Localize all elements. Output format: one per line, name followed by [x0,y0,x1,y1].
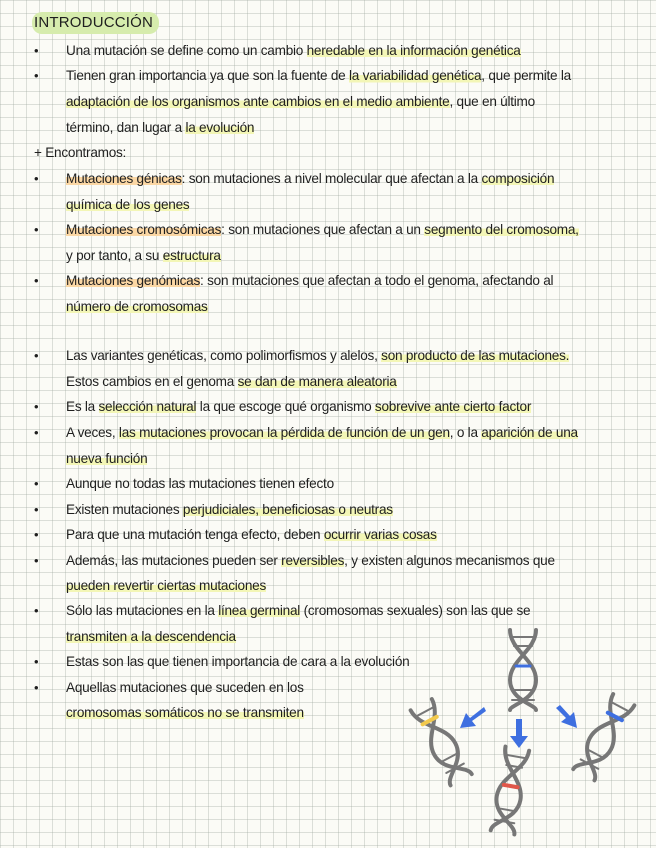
dna-helix-left-icon [411,699,472,785]
dna-helix-right-icon [573,694,634,780]
bullet: • [34,273,39,288]
text: , que en último [449,94,535,109]
text: no todas las mutaciones tienen efecto [114,476,334,491]
text: Es la [66,399,99,414]
arrows [460,705,577,748]
text: Sólo las mutaciones en la [66,603,219,618]
bullet: • [34,348,39,363]
text: Además, las mutaciones pueden ser [66,553,282,568]
highlighted-text: pueden revertir ciertas mutaciones [66,578,267,593]
highlighted-text: composición [481,171,555,186]
highlighted-text: número de cromosomas [66,299,208,314]
page-title: INTRODUCCIÓN [32,12,159,34]
highlighted-text: selección natural [98,399,197,414]
arrow-right-icon [556,705,577,728]
highlighted-text: química de los genes [66,197,190,212]
text: (cromosomas sexuales) son las que se [300,603,531,618]
highlighted-text: adaptación de los organismos ante cambios en el medio ambiente [66,94,450,109]
text: : son mutaciones que afectan a todo el genoma, afectando al [200,273,554,288]
text: , y existen algunos mecanismos que [344,553,555,568]
highlighted-text: perjudiciales, beneficiosas o neutras [182,502,393,517]
text: A veces, [66,425,119,440]
highlighted-text: la evolución [185,120,255,135]
text: : son mutaciones que afectan a un [221,222,425,237]
text: Una mutación se define como un cambio [66,43,307,58]
dna-helix-bottom-icon [491,747,529,835]
dna-helix-top-icon [510,630,536,710]
arrow-left-icon [460,707,486,728]
text: la que escoge qué organismo [196,399,375,414]
highlighted-text: nueva función [66,451,148,466]
bullet: • [34,43,39,58]
highlighted-text: segmento del cromosoma, [424,222,579,237]
text: Las variantes genéticas, como polimorfismos y alelos, [66,348,382,363]
text: Existen mutaciones [66,502,183,517]
arrow-down-icon [510,719,528,748]
text: término, dan lugar a [66,120,186,135]
text: Aquellas mutaciones que suceden en los [66,680,304,695]
text: Estos cambios en el genoma [66,374,238,389]
text: : son mutaciones a nivel molecular que afectan a la [181,171,482,186]
term-highlight: Mutaciones cromosómicas [66,222,222,237]
term-highlight: Mutaciones génicas [66,171,182,186]
term-highlight: Mutaciones genómicas [66,273,201,288]
encontramos-heading: + Encontramos: [34,145,127,160]
text: , que permite la [481,68,571,83]
highlighted-text: son producto de las mutaciones. [381,348,570,363]
highlighted-text: las mutaciones provocan la pérdida de función de un gen [118,425,450,440]
text: , o la [449,425,482,440]
bullet: • [34,171,39,186]
bullet: • [34,68,39,83]
bullet: • [34,603,39,618]
text: Para que una mutación tenga efecto, deben [66,527,324,542]
highlighted-text: reversibles [281,553,345,568]
text: Tienen gran importancia ya que son la fuente de [66,68,349,83]
bullet: • [34,553,39,568]
highlighted-text: se dan de manera aleatoria [237,374,397,389]
highlighted-text: ocurrir varias cosas [323,527,437,542]
highlighted-text: cromosomas somáticos no se transmiten [66,705,304,720]
bullet: • [34,527,39,542]
text: Aunque [66,476,115,491]
highlighted-text: heredable en la información genética [306,43,521,58]
bullet: • [34,654,39,669]
highlighted-text: estructura [162,248,221,263]
text: Estas son las que tienen importancia de cara a la evolución [66,654,410,669]
highlighted-text: sobrevive ante cierto factor [374,399,532,414]
bullet: • [34,502,39,517]
bullet: • [34,399,39,414]
highlighted-text: aparición de una [481,425,578,440]
bullet: • [34,680,39,695]
highlighted-text: la variabilidad genética [348,68,482,83]
bullet: • [34,476,39,491]
highlighted-text: transmiten a la descendencia [66,629,236,644]
highlighted-text: línea germinal [218,603,301,618]
bullet: • [34,425,39,440]
bullet: • [34,222,39,237]
text: y por tanto, a su [66,248,163,263]
